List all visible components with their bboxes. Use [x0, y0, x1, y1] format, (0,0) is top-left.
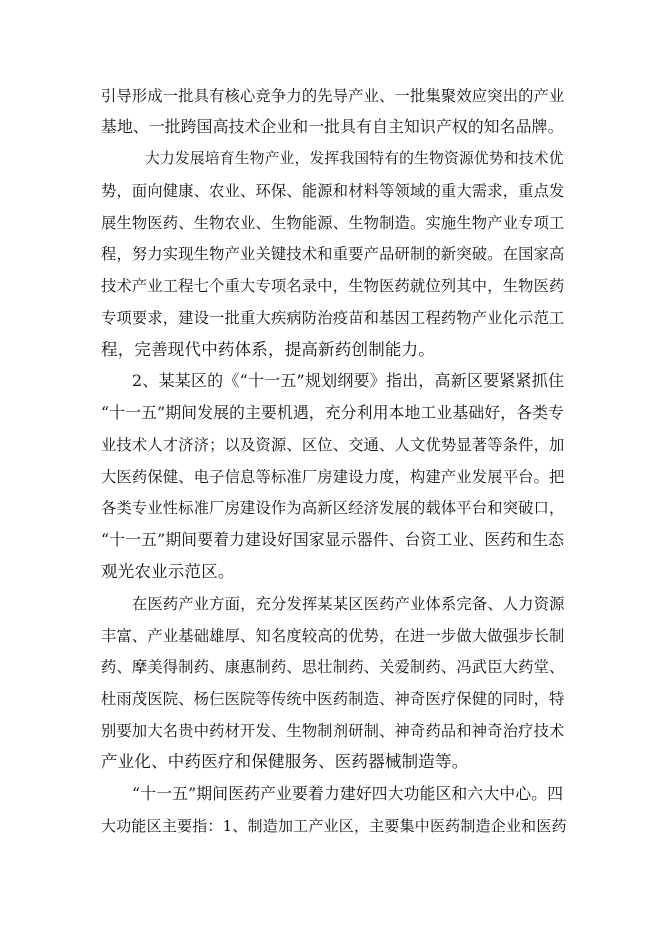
- text-line: “十一五”期间要着力建设好国家显示器件、台资工业、医药和生态: [101, 530, 565, 549]
- text-line: “十一五”期间医药产业要着力建好四大功能区和六大中心。四: [132, 784, 564, 803]
- text-line: 展生物医药、生物农业、生物能源、生物制造。实施生物产业专项工: [101, 214, 565, 232]
- text-line: 基地、一批跨国高技术企业和一批具有自主知识产权的知名品牌。: [101, 117, 564, 136]
- text-line: 药、摩美得制药、康惠制药、思壮制药、关爱制药、冯武臣大药堂、: [101, 658, 565, 676]
- text-line: 在医药产业方面，充分发挥某某区医药产业体系完备、人力资源: [132, 595, 565, 613]
- text-line: 引导形成一批具有核心竞争力的先导产业、一批集聚效应突出的产业: [101, 87, 565, 105]
- text-line: 2、某某区的《“十一五”规划纲要》指出，高新区要紧紧抓住: [132, 371, 565, 390]
- text-line: 各类专业性标准厂房建设作为高新区经济发展的载体平台和突破口，: [101, 499, 565, 517]
- text-line: 技术产业工程七个重大专项名录中，生物医药就位列其中，生物医药: [101, 277, 565, 295]
- text-line: 杜雨茂医院、杨仨医院等传统中医药制造、神奇医疗保健的同时，特: [101, 690, 565, 708]
- text-line: 丰富、产业基础雄厚、知名度较高的优势，在进一步做大做强步长制: [101, 627, 565, 645]
- text-line: 大力发展培育生物产业，发挥我国特有的生物资源优势和技术优: [145, 150, 564, 167]
- text-line: 别要加大名贵中药材开发、生物制剂研制、神奇药品和神奇治疗技术: [101, 722, 565, 740]
- text-line: 势，面向健康、农业、环保、能源和材料等领域的重大需求，重点发: [101, 182, 565, 200]
- text-line: 业技术人才济济；以及资源、区位、交通、人文优势显著等条件，加: [101, 436, 565, 454]
- text-line: 大医药保健、电子信息等标准厂房建设力度，构建产业发展平台。把: [101, 468, 565, 486]
- text-line: 大功能区主要指：1、制造加工产业区，主要集中医药制造企业和医药: [101, 817, 567, 835]
- text-line: 产业化、中药医疗和保健服务、医药器械制造等。: [101, 752, 469, 771]
- text-line: 程，努力实现生物产业关键技术和重要产品研制的新突破。在国家高: [101, 245, 565, 263]
- text-line: 专项要求，建设一批重大疾病防治疫苗和基因工程药物产业化示范工: [101, 309, 565, 327]
- text-line: 观光农业示范区。: [101, 562, 235, 581]
- text-line: 程，完善现代中药体系，提高新药创制能力。: [101, 340, 435, 359]
- text-line: “十一五”期间发展的主要机遇，充分利用本地工业基础好，各类专: [101, 403, 565, 422]
